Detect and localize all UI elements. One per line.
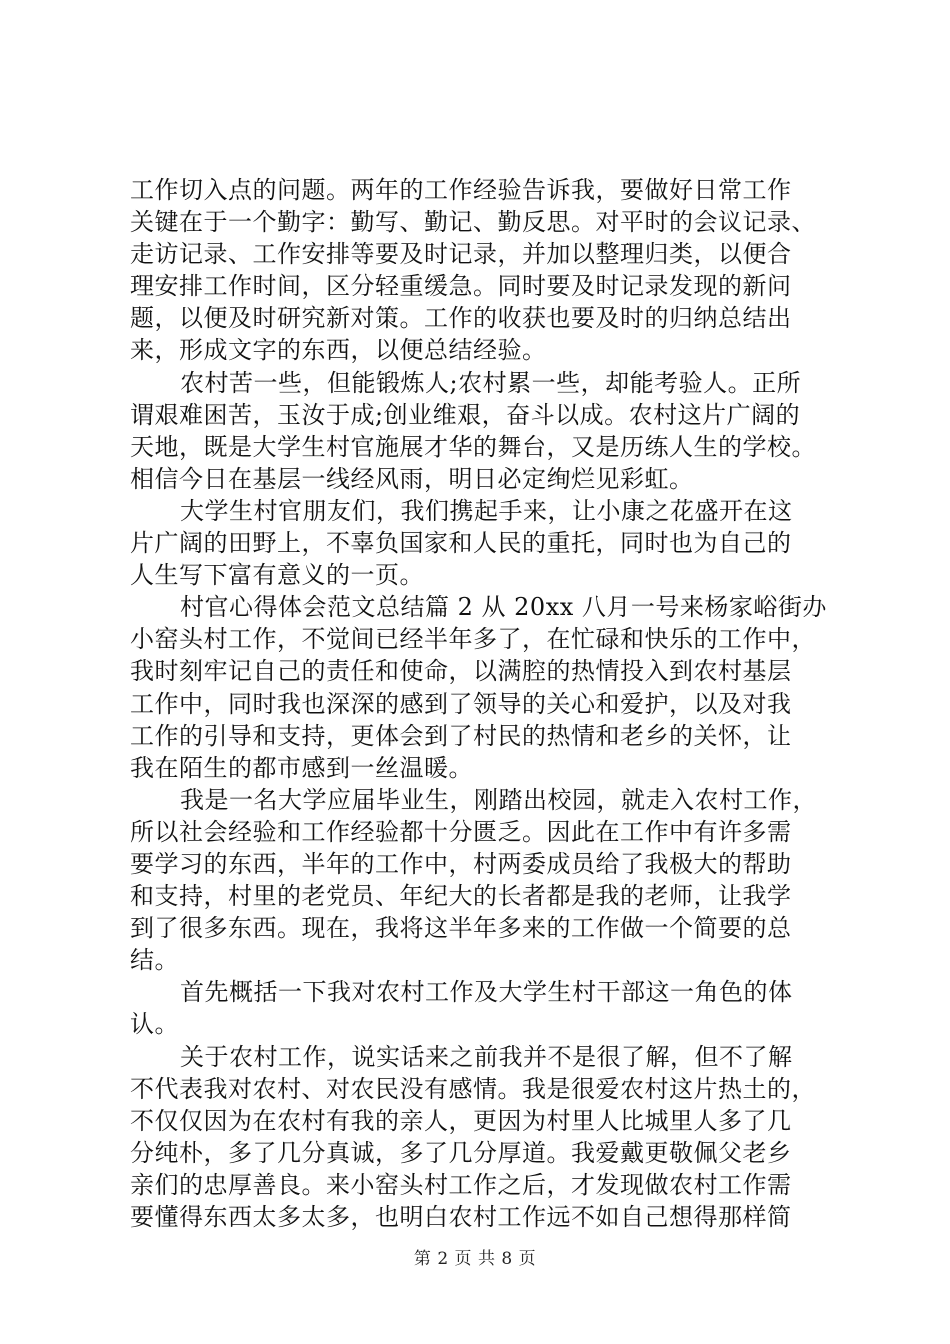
text-line: 工作切入点的问题。两年的工作经验告诉我，要做好日常工作: [130, 176, 792, 204]
text-line: 首先概括一下我对农村工作及大学生村干部这一角色的体: [180, 978, 793, 1007]
text-line: 大学生村官朋友们，我们携起手来，让小康之花盛开在这: [180, 496, 793, 525]
text-line: 亲们的忠厚善良。来小窑头村工作之后，才发现做农村工作需: [130, 1170, 792, 1199]
text-line: 相信今日在基层一线经风雨，明日必定绚烂见彩虹。: [130, 464, 694, 493]
text-line: 要学习的东西，半年的工作中，村两委成员给了我极大的帮助: [130, 849, 792, 878]
text-line: 不代表我对农村、对农民没有感情。我是很爱农村这片热土的，: [130, 1074, 816, 1103]
text-line: 关键在于一个勤字：勤写、勤记、勤反思。对平时的会议记录、: [130, 208, 816, 237]
text-line: 所以社会经验和工作经验都十分匮乏。因此在工作中有许多需: [130, 817, 792, 846]
text-line: 天地，既是大学生村官施展才华的舞台，又是历练人生的学校。: [130, 432, 816, 461]
text-line: 认。: [130, 1010, 179, 1039]
text-line: 村官心得体会范文总结篇 2 从 20xx 八月一号来杨家峪街办: [180, 593, 827, 622]
text-line: 谓艰难困苦，玉汝于成;创业维艰，奋斗以成。农村这片广阔的: [130, 400, 801, 429]
text-line: 题，以便及时研究新对策。工作的收获也要及时的归纳总结出: [130, 304, 792, 333]
text-line: 关于农村工作，说实话来之前我并不是很了解，但不了解: [180, 1042, 793, 1071]
text-line: 片广阔的田野上，不辜负国家和人民的重托，同时也为自己的: [130, 529, 792, 558]
text-line: 人生写下富有意义的一页。: [130, 561, 424, 590]
text-line: 到了很多东西。现在，我将这半年多来的工作做一个简要的总: [130, 914, 792, 943]
text-line: 理安排工作时间，区分轻重缓急。同时要及时记录发现的新问: [130, 272, 792, 301]
text-line: 和支持，村里的老党员、年纪大的长者都是我的老师，让我学: [130, 882, 792, 911]
text-line: 工作的引导和支持，更体会到了村民的热情和老乡的关怀，让: [130, 721, 792, 750]
page-footer: 第 2 页 共 8 页: [413, 1249, 537, 1269]
text-line: 不仅仅因为在农村有我的亲人，更因为村里人比城里人多了几: [130, 1106, 792, 1135]
text-line: 走访记录、工作安排等要及时记录，并加以整理归类，以便合: [130, 240, 792, 269]
text-line: 农村苦一些，但能锻炼人;农村累一些，却能考验人。正所: [180, 368, 802, 397]
text-line: 来，形成文字的东西，以便总结经验。: [130, 336, 547, 365]
text-line: 我在陌生的都市感到一丝温暖。: [130, 753, 473, 782]
text-line: 要懂得东西太多太多，也明白农村工作远不如自己想得那样简: [130, 1203, 792, 1231]
text-line: 工作中，同时我也深深的感到了领导的关心和爱护，以及对我: [130, 689, 792, 718]
text-line: 小窑头村工作，不觉间已经半年多了，在忙碌和快乐的工作中，: [130, 625, 816, 654]
text-line: 结。: [130, 946, 179, 975]
text-line: 分纯朴，多了几分真诚，多了几分厚道。我爱戴更敬佩父老乡: [130, 1138, 792, 1167]
text-line: 我时刻牢记自己的责任和使命，以满腔的热情投入到农村基层: [130, 657, 792, 686]
body-text: [130, 174, 830, 1233]
text-line: 我是一名大学应届毕业生，刚踏出校园，就走入农村工作，: [180, 785, 817, 814]
